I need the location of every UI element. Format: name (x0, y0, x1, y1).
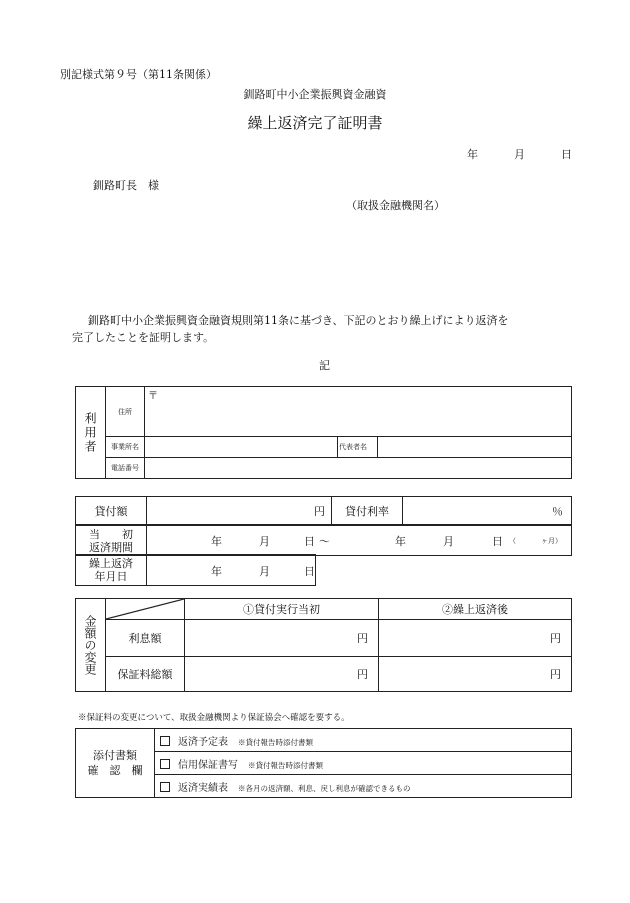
addressee: 釧路町長 様 (93, 179, 159, 192)
interest-label: 利息額 (106, 620, 185, 657)
period-end-day: 日 (492, 535, 503, 548)
attach-item-guarantee-copy[interactable] (155, 752, 572, 775)
early-label-2: 年月日 (94, 570, 128, 583)
attach-item-name: 返済実績表 (178, 782, 228, 794)
col-header-2: ②繰上返済後 (379, 599, 572, 620)
date-year-label: 年 (467, 148, 478, 161)
early-field[interactable] (147, 555, 316, 586)
checkbox[interactable] (160, 782, 170, 792)
attach-table (75, 728, 572, 798)
early-label-1: 繰上返済 (89, 557, 133, 570)
phone-field[interactable] (145, 458, 572, 479)
early-year: 年 (211, 565, 222, 578)
date-day-label: 日 (561, 148, 572, 161)
form-number: 別記様式第９号（第11条関係） (60, 68, 217, 81)
loan-amount-label: 貸付額 (76, 497, 147, 525)
user-section-cell (76, 387, 106, 479)
guarantee-before-field[interactable] (185, 657, 379, 692)
checkbox[interactable] (160, 736, 170, 746)
form-subtitle: 釧路町中小企業振興資金融資 (243, 88, 387, 101)
period-months-open: （ (509, 537, 516, 545)
loan-amount-field[interactable] (147, 497, 332, 525)
attach-item-name: 返済予定表 (178, 736, 228, 748)
period-start-year: 年 (211, 535, 222, 548)
guarantee-note: ※保証料の変更について、取扱金融機関より保証協会へ確認を要する。 (78, 713, 350, 723)
interest-after-yen: 円 (550, 632, 561, 645)
guarantee-after-yen: 円 (550, 668, 561, 681)
phone-label: 電話番号 (106, 458, 145, 479)
period-field[interactable] (147, 526, 572, 556)
attach-label-2: 確 認 欄 (87, 764, 143, 777)
change-table (75, 598, 572, 692)
attach-item-name: 信用保証書写 (178, 759, 238, 771)
early-table (75, 554, 316, 586)
attach-item-note: ※各月の返済額、利息、戻し利息が確認できるもの (238, 783, 411, 793)
attach-label-1: 添付書類 (93, 749, 137, 762)
loan-table (75, 496, 572, 525)
early-month: 月 (259, 565, 270, 578)
business-label: 事業所名 (106, 437, 145, 458)
attach-label (76, 729, 155, 798)
guarantee-before-yen: 円 (357, 668, 368, 681)
interest-before-field[interactable] (185, 620, 379, 657)
user-table (75, 386, 572, 479)
address-field[interactable] (145, 387, 572, 437)
diagonal-header-cell (106, 599, 185, 620)
period-start-month: 月 (259, 535, 270, 548)
period-months-close: ヶ月） (541, 537, 562, 545)
address-label: 住所 (106, 387, 145, 437)
attach-item-note: ※貸付報告時添付書類 (238, 737, 313, 747)
rep-field[interactable] (378, 437, 572, 458)
guarantee-after-field[interactable] (379, 657, 572, 692)
checkbox[interactable] (160, 759, 170, 769)
diagonal-line (106, 599, 184, 619)
guarantee-label: 保証料総額 (106, 657, 185, 692)
page-title: 繰上返済完了証明書 (247, 114, 383, 132)
period-tilde: ～ (319, 535, 330, 548)
loan-rate-percent: ％ (552, 504, 563, 518)
postal-mark: 〒 (148, 391, 158, 402)
loan-rate-field[interactable] (403, 497, 572, 525)
change-section-cell (76, 599, 106, 692)
institution-label: （取扱金融機関名） (346, 199, 445, 212)
rep-label: 代表者名 (338, 437, 378, 458)
date-month-label: 月 (514, 148, 525, 161)
early-label (76, 555, 147, 586)
user-section-label: 利用者 (83, 411, 97, 454)
period-start-day: 日 (304, 535, 315, 548)
loan-amount-yen: 円 (314, 504, 325, 518)
early-day: 日 (304, 565, 315, 578)
ki-label: 記 (319, 359, 330, 372)
period-table (75, 525, 572, 556)
col-header-1: ①貸付実行当初 (185, 599, 379, 620)
loan-rate-label: 貸付利率 (332, 497, 403, 525)
interest-before-yen: 円 (357, 632, 368, 645)
business-field[interactable] (145, 437, 338, 458)
period-label-1: 当 初 (89, 527, 133, 541)
period-label (76, 526, 147, 556)
body-line-1: 釧路町中小企業振興資金融資規則第11条に基づき、下記のとおり繰上げにより返済を (88, 314, 509, 327)
period-end-month: 月 (443, 535, 454, 548)
interest-after-field[interactable] (379, 620, 572, 657)
body-line-2: 完了したことを証明します。 (72, 331, 215, 344)
change-section-label: 金額の変更 (83, 615, 97, 675)
attach-item-note: ※貸付報告時添付書類 (248, 760, 323, 770)
attach-item-repayment-schedule[interactable] (155, 729, 572, 752)
period-end-year: 年 (395, 535, 406, 548)
attach-item-repayment-record[interactable] (155, 775, 572, 798)
period-label-2: 返済期間 (89, 540, 133, 554)
